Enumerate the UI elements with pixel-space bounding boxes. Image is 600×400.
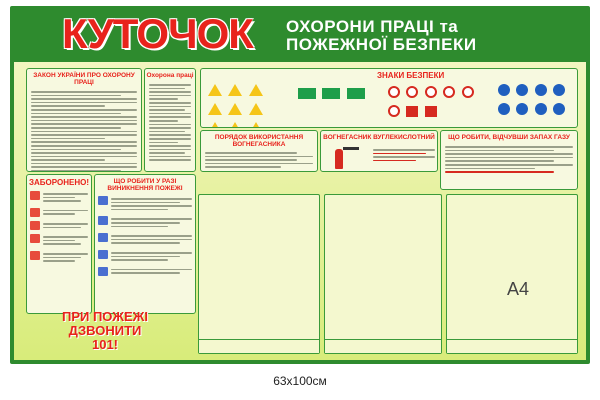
warning-icon	[30, 208, 40, 217]
evacuation-signs-group	[297, 87, 367, 105]
board-title: КУТОЧОК	[62, 10, 253, 57]
warning-sign-icon	[249, 84, 263, 96]
warning-sign-icon	[249, 122, 263, 128]
document-pocket-2[interactable]	[324, 194, 442, 354]
emergency-call-banner: ПРИ ПОЖЕЖІ ДЗВОНИТИ 101!	[50, 310, 160, 352]
mask-icon	[498, 103, 510, 115]
no-fire-icon	[406, 86, 418, 98]
mandatory-signs-group	[497, 83, 575, 121]
no-entry-icon	[425, 86, 437, 98]
board-header	[10, 6, 590, 62]
co2-extinguisher-heading: ВОГНЕГАСНИК ВУГЛЕКИСЛОТНИЙ	[323, 134, 435, 141]
helmet-icon	[498, 84, 510, 96]
warning-icon	[30, 251, 40, 260]
gas-smell-panel	[440, 130, 578, 190]
evacuation-icon	[98, 233, 108, 242]
extinguisher-hose-icon	[343, 147, 359, 150]
extinguisher-order-panel	[200, 130, 318, 172]
labor-heading: Охорона праці	[146, 72, 194, 79]
warning-icon	[30, 191, 40, 200]
boots-icon	[516, 103, 528, 115]
alarm-icon	[98, 216, 108, 225]
fire-case-panel	[94, 174, 196, 314]
gloves-icon	[516, 84, 528, 96]
ear-protection-icon	[553, 84, 565, 96]
exit-arrow-icon	[298, 88, 316, 99]
extinguish-icon	[98, 250, 108, 259]
fire-extinguisher-sign-icon	[406, 106, 418, 117]
law-text	[27, 86, 141, 172]
signs-heading: ЗНАКИ БЕЗПЕКИ	[377, 71, 445, 80]
prohibition-signs-group	[387, 85, 487, 123]
warning-sign-icon	[208, 122, 222, 128]
no-touch-icon	[462, 86, 474, 98]
law-heading: ЗАКОН УКРАЇНИ ПРО ОХОРОНУ ПРАЦІ	[33, 72, 135, 86]
fire-alarm-sign-icon	[425, 106, 437, 117]
no-phone-icon	[388, 105, 400, 117]
warning-signs-group	[207, 83, 283, 128]
fire-case-heading: ЩО РОБИТИ У РАЗІ ВИНИКНЕННЯ ПОЖЕЖІ	[107, 178, 183, 192]
warning-sign-icon	[208, 84, 222, 96]
board-size-caption: 63x100см	[273, 374, 327, 388]
labor-panel	[144, 68, 196, 172]
warning-sign-icon	[249, 103, 263, 115]
gas-smell-text	[441, 141, 577, 178]
document-pocket-3[interactable]	[446, 194, 578, 354]
stand-board	[10, 6, 590, 364]
warning-sign-icon	[208, 103, 222, 115]
forbidden-panel	[26, 174, 92, 314]
forbidden-heading: ЗАБОРОНЕНО!	[29, 178, 89, 187]
extinguisher-order-heading: ПОРЯДОК ВИКОРИСТАННЯ ВОГНЕГАСНИКА	[214, 134, 304, 148]
labor-text	[145, 79, 195, 166]
vest-icon	[535, 103, 547, 115]
exit-door-icon	[347, 88, 365, 99]
pocket-flap	[325, 339, 441, 353]
emergency-number: 101!	[91, 337, 119, 352]
pocket-flap	[199, 339, 319, 353]
warning-sign-icon	[228, 103, 242, 115]
gas-smell-heading: ЩО РОБИТИ, ВІДЧУВШИ ЗАПАХ ГАЗУ	[448, 134, 570, 141]
document-pocket-1[interactable]	[198, 194, 320, 354]
first-aid-icon	[98, 267, 108, 276]
warning-sign-icon	[228, 84, 242, 96]
warning-icon	[30, 221, 40, 230]
warning-icon	[30, 234, 40, 243]
extinguisher-icon	[335, 149, 343, 169]
co2-extinguisher-panel	[320, 130, 438, 172]
pocket-flap	[447, 339, 577, 353]
exit-running-icon	[322, 88, 340, 99]
extinguisher-order-text	[201, 148, 317, 172]
pocket-size-label: A4	[507, 279, 530, 299]
no-smoking-icon	[388, 86, 400, 98]
board-subtitle: ОХОРОНИ ПРАЦІ та ПОЖЕЖНОЇ БЕЗПЕКИ	[286, 17, 477, 54]
harness-icon	[553, 103, 565, 115]
safety-signs-panel	[200, 68, 578, 128]
no-water-icon	[443, 86, 455, 98]
goggles-icon	[535, 84, 547, 96]
phone-icon	[98, 196, 108, 205]
law-panel	[26, 68, 142, 172]
warning-sign-icon	[228, 122, 242, 128]
